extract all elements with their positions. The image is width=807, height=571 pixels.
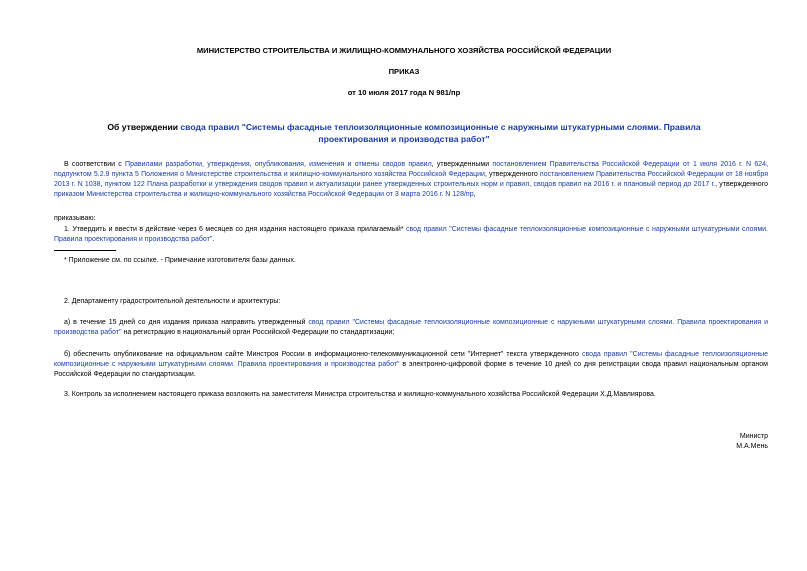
document-page [40,0,768,571]
item-1-link[interactable]: свод правил "Системы фасадные теплоизоляционные композиционные с наружными штукатурными слоями. Правила проектирования и производства работ" [54,226,768,243]
preamble-text-3: , [766,161,769,168]
preamble-text-4: , утвержденного [484,171,540,178]
item-2a-end: на регистрацию в национальный орган Российской Федерации по стандартизации; [121,329,395,336]
signature-title: Министр [739,433,768,440]
item-2b-end: в электронно-цифровой форме в течение 10 дней со дня регистрации свода правил национальным органом Российской Федерации по стандартизации. [54,361,768,378]
document-date-number: от 10 июля 2017 года N 981/пр [347,88,461,97]
preamble-link-rules[interactable]: Правилами разработки, утверждения, опубликования, изменения и отмены сводов правил [125,161,432,168]
preamble-link-regulation[interactable]: подпунктом 5.2.9 пункта 5 Положения о Министерстве строительства и жилищно-коммунального хозяйства Российской Федерации [54,171,485,178]
footnote-divider [54,250,116,251]
orders-word: приказываю: [54,215,96,222]
preamble-link-order-128[interactable]: приказом Министерства строительства и жилищно-коммунального хозяйства Российской Федерации от 3 марта 2016 г. N 128/пр [54,191,474,198]
preamble-link-decree-624[interactable]: постановлением Правительства Российской Федерации от 1 июля 2016 г. N 624 [492,161,767,168]
subject-prefix: Об утверждении [107,122,181,132]
item-2a-link[interactable]: свод правил "Системы фасадные теплоизоляционные композиционные с наружными штукатурными слоями. Правила проектирования и производства работ" [54,319,768,336]
preamble-text-7: , [473,191,476,198]
preamble-link-plan[interactable]: пунктом 122 Плана разработки и утверждения сводов правил и актуализации ранее утвержденных строительных норм и правил, сводов правил на 2016 г. и плановый период до 2017 г. [104,181,716,188]
item-2a [54,318,768,338]
preamble-text-6: , утвержденного [715,181,768,188]
preamble-link-decree-1038[interactable]: постановлением Правительства Российской Федерации от 18 ноября 2013 г. N 1038 [54,171,768,188]
item-2b [54,350,768,380]
footnote: * Приложение см. по ссылке. - Примечание изготовителя базы данных. [64,257,296,264]
item-2b-link[interactable]: свода правил "Системы фасадные теплоизоляционные композиционные с наружными штукатурными слоями. Правила проектирования и производства работ" [54,351,768,368]
document-subject [80,121,728,145]
preamble-paragraph [54,160,768,200]
item-1-text: 1. Утвердить и ввести в действие через 6 месяцев со дня издания настоящего приказа прилагаемый* [64,226,407,233]
ministry-heading: МИНИСТЕРСТВО СТРОИТЕЛЬСТВА И ЖИЛИЩНО-КОММУНАЛЬНОГО ХОЗЯЙСТВА РОССИЙСКОЙ ФЕДЕРАЦИИ [196,46,612,55]
item-2: 2. Департаменту градостроительной деятельности и архитектуры: [64,298,281,305]
document-type: ПРИКАЗ [388,67,420,76]
item-1 [54,225,768,245]
preamble-text-5: , [100,181,105,188]
item-2a-text: а) в течение 15 дней со дня издания приказа направить утвержденный [64,319,309,326]
preamble-text-2: , утвержденными [431,161,493,168]
item-3: 3. Контроль за исполнением настоящего приказа возложить на заместителя Министра строительства и жилищно-коммунального хозяйства Российской Федерации Х.Д.Мавлиярова. [64,391,656,398]
subject-link[interactable]: свода правил "Системы фасадные теплоизоляционные композиционные с наружными штукатурными слоями. Правила проектирования и производства работ" [180,122,701,144]
signature-name: М.А.Мень [736,443,768,450]
preamble-text-1: В соответствии с [64,161,126,168]
item-2b-text: б) обеспечить опубликование на официальном сайте Минстроя России в информационно-телекоммуникационной сети "Интернет" текста утвержденного [64,351,582,358]
item-1-end: . [212,236,215,243]
